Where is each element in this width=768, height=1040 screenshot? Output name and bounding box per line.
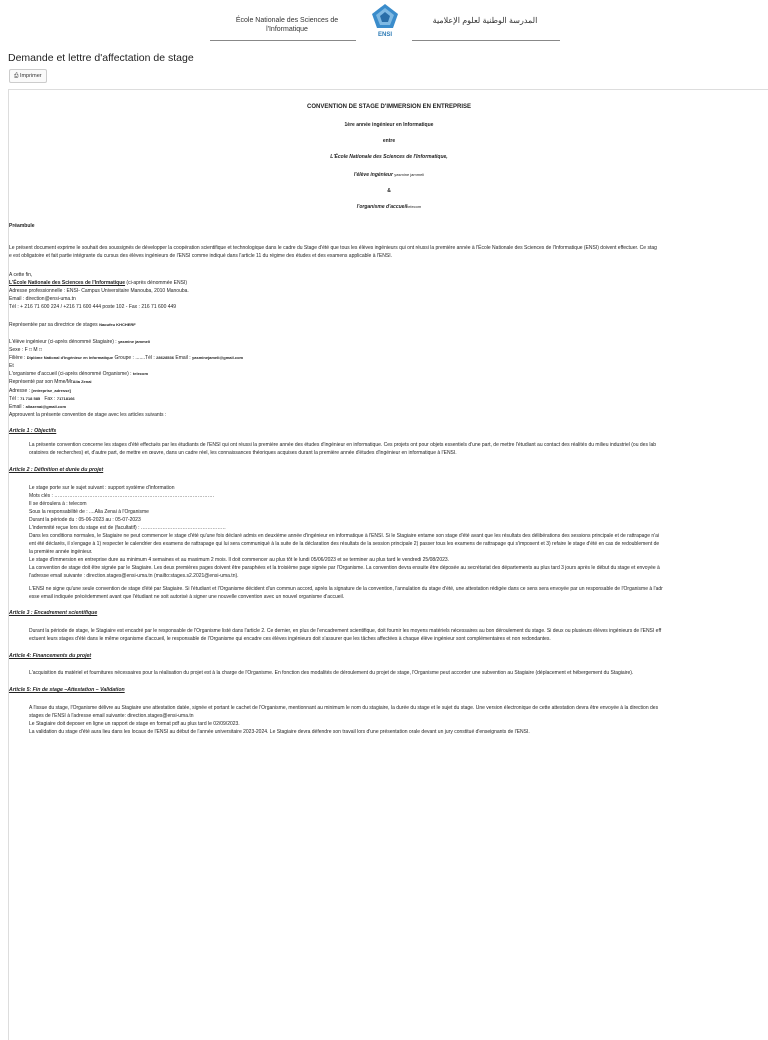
- article-2-line: Le stage d'immersion en entreprise dure au minimum 4 semaines et au maximum 2 mois. Il doit commencer au plus tôt le lundi 05/06/2023 et se terminer au plus tard le vendredi 25/08/2023.: [29, 557, 450, 563]
- print-button[interactable]: [9, 69, 47, 83]
- ensi-line: [9, 280, 187, 287]
- ensi-email: Email : direction@ensi-uma.tn: [9, 296, 76, 302]
- article-2-line: Le stage porte sur le sujet suivant : support système d'information: [29, 485, 175, 491]
- approuvent-line: Approuvent la présente convention de stage avec les articles suivants :: [9, 412, 167, 418]
- article-2-line: ent été déclarés, il s'engage à 1) respecter le calendrier des examens de rattrapage qui lui sera communiqué à la suite de la déclaration des résultats de la session principale 2) passer tous les examens de rattrapage qui s'imposent et 3) refaire le stage d'été en cas de redoublement de: [29, 541, 660, 547]
- article-4-heading: Article 4: Financements du projet: [9, 653, 92, 659]
- eleve-name: yasmine jammeli: [394, 172, 425, 177]
- adresse2-label: Adresse :: [9, 388, 31, 394]
- ensi-name: L'École Nationale des Sciences de l'Informatique: [9, 280, 126, 286]
- ensi-address: Adresse professionnelle : ENSI- Campus Universitaire Manouba, 2010 Manouba.: [9, 288, 189, 294]
- rep2-value: Alia Zenai: [72, 379, 92, 384]
- doc-amp: &: [387, 188, 391, 194]
- email2-label: Email :: [175, 355, 191, 361]
- article-2-line: Durant la période du : 05-06-2023 au : 05-07-2023: [29, 517, 141, 523]
- groupe-label: Groupe : .......Tél :: [114, 355, 155, 361]
- header-divider-left: [210, 40, 356, 41]
- adresse2-line: [9, 388, 71, 395]
- header-divider-right: [412, 40, 560, 41]
- doc-entre: entre: [382, 138, 396, 144]
- school-name-fr-line1: École Nationale des Sciences de: [235, 17, 339, 24]
- article-4-line: L'acquisition du matériel et fournitures nécessaires pour la réalisation du projet est à la charge de l'Organisme. En fonction des modalités de déroulement du projet de stage, l'Organisme peut accorder une subvention au Stagiaire (déplacement et hébergement du Stagiaire).: [29, 670, 634, 676]
- doc-eleve: [9, 172, 768, 179]
- eleve-label: l'élève ingénieur: [353, 172, 393, 178]
- eleve-line-label: L'élève ingénieur (ci-après dénommé Stagiaire) :: [9, 339, 117, 345]
- ensi-logo: [368, 2, 402, 38]
- article-1-line: La présente convention concerne les stages d'été effectués par les étudiants de l'ENSI qui ont réussi la première année des études d'ingénieur en informatique. Ces projets ont pour objets essentiels d'une part, de mettre l'étudiant au contact des réalités du milieu industriel (ou des lab: [29, 442, 657, 448]
- rep-label: Représentée par sa directrice de stages: [9, 322, 98, 328]
- article-1-line: oratoires de recherches) et, d'autre part, de mettre en œuvre, dans un cadre réel, les connaissances théoriques acquises durant la première année d'études d'ingénieur en informatique à l'ENSI.: [29, 450, 457, 456]
- rep2-label: Représenté par son Mme/Mr: [9, 379, 73, 385]
- article-2-line: L'indemnité reçue lors du stage est de (facultatif) : ……………………………………………: [29, 525, 226, 531]
- school-name-ar: المدرسة الوطنية لعلوم الإعلامية: [432, 16, 538, 25]
- a-cette-fin: A cette fin,: [9, 272, 33, 278]
- page-title: Demande et lettre d'affectation de stage: [8, 52, 194, 64]
- school-name-fr: [232, 16, 342, 34]
- logo-text: ENSI: [377, 32, 393, 38]
- email2-value: yasminejameli@gmail.com: [192, 355, 244, 360]
- article-5-line: A l'issue du stage, l'Organisme délivre au Stagiaire une attestation datée, signée et portant le cachet de l'Organisme, mentionnant au minimum le nom du stagiaire, la durée du stage et le sujet du stage. Une version électronique de cette attestation devra être envoyée à la direction des: [29, 705, 659, 711]
- article-3-line: ectuent leurs stages d'été dans le même organisme d'accueil, le responsable de l'Organisme qui encadre ces élèves ingénieurs doit s'assurer que les tâches affectées à chaque élève ingénieur sont complémentaires et non redondantes.: [29, 636, 551, 642]
- preambule-heading: Préambule: [9, 223, 35, 229]
- eleve-line: [9, 339, 150, 346]
- org-line: [9, 371, 148, 378]
- article-2-line: Sous la responsabilité de : ....Alia Zenai à l'Organisme: [29, 509, 149, 515]
- article-2-line: la première année ingénieur.: [29, 549, 93, 555]
- article-5-heading: Article 5: Fin de stage –Attestation – Validation: [9, 687, 125, 693]
- article-5-line: stages de l'ENSI à l'adresse email suivante: direction.stages@ensi-uma.tn: [29, 713, 194, 719]
- tel-value: 28628536: [156, 355, 174, 360]
- rep2-line: [9, 379, 92, 386]
- tel2-line: [9, 396, 75, 403]
- page-header: [0, 0, 768, 44]
- article-5-line: Le Stagiaire doit deposer en ligne un rapport de stage en format pdf au plus tard le 02/09/2023.: [29, 721, 240, 727]
- org-name: telecom: [407, 204, 422, 209]
- fax2-label: Fax :: [44, 396, 56, 402]
- filiere-label: Filière :: [9, 355, 26, 361]
- article-3-heading: Article 3 : Encadrement scientifique: [9, 610, 98, 616]
- ensi-alias: (ci-après dénommée ENSI): [126, 280, 187, 286]
- email3-line: [9, 404, 66, 411]
- article-2-line: La convention de stage doit être signée par le Stagiaire. Les deux premières pages doivent être paraphées et la troisième page signée par l'Organisme. La convention devra ensuite être déposée au secrétariat des départements au plus tard 3 jours après le début du stage et envoyée à: [29, 565, 660, 571]
- doc-org: [9, 204, 768, 211]
- article-2-line: Dans les conditions normales, le Stagiaire ne peut commencer le stage d'été qu'une fois déclaré admis en deuxième année d'ingénieur en informatique à l'ENSI. Si le Stagiaire entame son stage d'été avant que les résultats des délibérations des sessions principale et de rattrapage n'ai: [29, 533, 659, 539]
- ensi-tel: Tél : + 216 71 600 224 / +216 71 600 444 poste 102 - Fax : 216 71 600 449: [9, 304, 177, 310]
- article-2-line: l'adresse email suivante : direction.stages@ensi-uma.tn (mailto:stages.s2.2021@ensi-uma.tn).: [29, 573, 239, 579]
- ensi-rep: [9, 322, 136, 329]
- article-2-line: esse email indiquée précédemment avant que l'étudiant ne soit autorisé à signer une nouvelle convention avec un nouvel organisme d'accueil.: [29, 594, 345, 600]
- fax2-value: 71718166: [56, 396, 75, 401]
- org-label: l'organisme d'accueil: [356, 204, 408, 210]
- article-1-heading: Article 1 : Objectifs: [9, 428, 57, 434]
- preambule-line: Le présent document exprime le souhait des soussignés de développer la coopération scientifique et technologique dans le cadre du Stage d'été que tous les élèves ingénieurs qui ont réussi la première année à l'École Nationale des Sciences de l'Informatique (ENSI) doivent effectuer. Ce stag: [9, 245, 657, 251]
- filiere-line: [9, 355, 243, 362]
- tel2-value: 71 718 585: [20, 396, 41, 401]
- filiere-value: Diplôme National d'Ingénieur en Informatique: [26, 355, 114, 360]
- preambule-line: e est obligatoire et fait partie intégrante du cursus des élèves ingénieurs de l'ENSI comme indiqué dans l'article 11 du régime des études et des examens applicable à l'ENSI.: [9, 253, 392, 259]
- doc-title: CONVENTION DE STAGE D'IMMERSION EN ENTREPRISE: [307, 104, 471, 110]
- et-line: Et: [9, 363, 14, 369]
- rep-name: Naoufeu KHCHERF: [99, 322, 136, 327]
- adresse2-value: [entreprise_adresse]: [31, 388, 71, 393]
- article-2-heading: Article 2 : Définition et durée du projet: [9, 467, 104, 473]
- doc-school: L'École Nationale des Sciences de l'Informatique,: [330, 154, 448, 160]
- tel2-label: Tél :: [9, 396, 19, 402]
- printer-icon: ⎙: [14, 73, 19, 79]
- article-5-line: La validation du stage d'été aura lieu dans les locaux de l'ENSI au début de l'année universitaire 2023-2024. Le Stagiaire devra défendre son travail lors d'une présentation orale devant un jury constitué d'enseignants de l'ENSI.: [29, 729, 530, 735]
- sexe-line: Sexe : F □ M □: [9, 347, 42, 353]
- org-line-value: telecom: [132, 371, 149, 376]
- article-2-line: Il se déroulera à : telecom: [29, 501, 87, 507]
- article-2-line: L'ENSI ne signe qu'une seule convention de stage d'été par Stagiaire. Si l'étudiant et l'Organisme décident d'un commun accord, après la signature de la convention, l'annulation du stage d'été, une attestation rédigée dans ce sens sera envoyée par un responsable de l'Organisme à l'adr: [29, 586, 663, 592]
- org-line-label: L'organisme d'accueil (ci-après dénommé Organisme) :: [9, 371, 132, 377]
- convention-document: [8, 89, 768, 1040]
- doc-subtitle: 1ère année ingénieur en Informatique: [344, 122, 434, 128]
- email3-label: Email :: [9, 404, 25, 410]
- eleve-line-name: yasmine jammeli: [118, 339, 151, 344]
- article-2-line: Mots clés : ……………………………………………………………………………………: [29, 493, 215, 499]
- school-name-fr-line2: l'Informatique: [266, 26, 308, 33]
- article-3-line: Durant la période de stage, le Stagiaire est encadré par le responsable de l'Organisme listé dans l'article 2. Ce dernier, en plus de l'encadrement scientifique, doit fournir les moyens matériels nécessaires au bon déroulement du stage. Si deux ou plusieurs élèves ingénieurs de l'ENSI eff: [29, 628, 662, 634]
- print-label: Imprimer: [19, 73, 42, 79]
- email3-value: aliazenai@gmail.com: [25, 404, 67, 409]
